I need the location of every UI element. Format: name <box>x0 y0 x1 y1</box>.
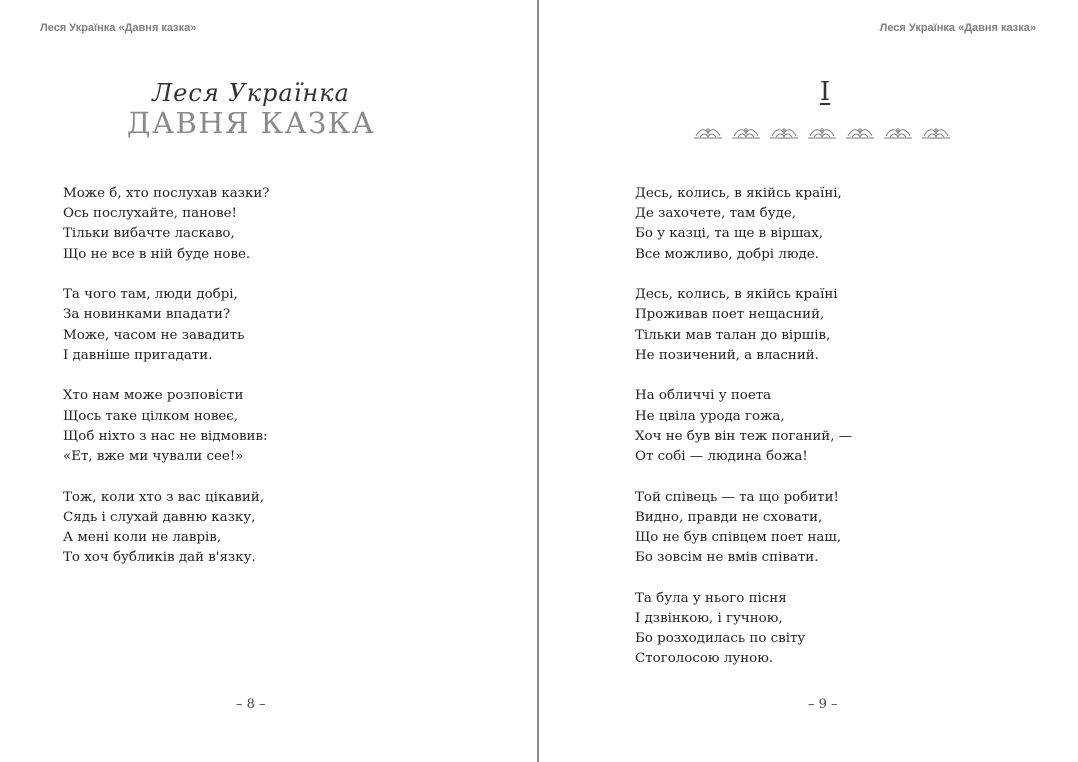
verse-line: Та чого там, люди добрі, <box>63 287 238 303</box>
verse-line: За новинками впадати? <box>63 307 231 323</box>
gutter-divider <box>537 0 539 762</box>
stanza <box>635 184 852 265</box>
book-title: ДАВНЯ КАЗКА <box>126 106 376 140</box>
stanza <box>63 386 269 467</box>
stanza <box>635 488 852 569</box>
verse-line: Може, часом не завадить <box>63 327 245 343</box>
stanza <box>635 285 852 366</box>
verse-line: Тільки вибачте ласкаво, <box>63 226 235 242</box>
verse-line: Не цвіла урода гожа, <box>635 408 785 424</box>
right-page <box>540 0 1078 762</box>
verse-line: І дзвінкою, і гучною, <box>635 611 783 627</box>
verse-line: Десь, колись, в якійсь країні, <box>635 186 842 201</box>
title-block <box>0 78 502 140</box>
verse-line: Тож, коли хто з вас цікавий, <box>63 489 264 505</box>
running-header-left: Леся Українка «Давня казка» <box>40 22 197 34</box>
stanza <box>635 386 852 467</box>
verse-line: Тільки мав талан до віршів, <box>635 327 831 343</box>
verse-line: Бо розходилась по світу <box>635 631 806 647</box>
verse-line: На обличчі у поета <box>635 388 772 404</box>
chapter-number: I <box>819 77 831 107</box>
author-name: Леся Українка <box>152 79 350 107</box>
floral-divider-icon <box>694 126 958 140</box>
verse-line: Сядь і слухай давню казку, <box>63 509 256 525</box>
running-header-right: Леся Українка «Давня казка» <box>879 22 1036 34</box>
verse-line: От собі — людина божа! <box>635 449 808 465</box>
stanza <box>63 488 269 569</box>
verse-line: Хто нам може розповісти <box>63 388 244 404</box>
verse-line: Проживав поет нещасний, <box>635 307 825 323</box>
verse-line: І давніше пригадати. <box>63 347 213 363</box>
page-number-left: – 8 – <box>236 697 266 712</box>
verse-line: Бо у казці, та ще в віршах, <box>635 226 824 242</box>
verse-line: Хоч не був він теж поганий, — <box>635 428 853 444</box>
verse-right <box>635 184 852 690</box>
verse-line: Щось таке цілком новеє, <box>63 408 239 424</box>
verse-line: Все можливо, добрі люде. <box>635 246 819 262</box>
verse-line: Що не все в ній буде нове. <box>63 246 251 262</box>
left-page <box>0 0 538 762</box>
verse-line: Що не був співцем поет наш, <box>635 530 842 546</box>
stanza <box>63 184 269 265</box>
verse-line: Ось послухайте, панове! <box>63 206 237 222</box>
verse-line: Десь, колись, в якійсь країні <box>635 287 838 303</box>
page-number-right: – 9 – <box>808 697 838 712</box>
verse-line: Бо зовсім не вмів співати. <box>635 550 819 566</box>
verse-line: «Ет, вже ми чували сее!» <box>63 449 244 465</box>
verse-line: Та була у нього пісня <box>635 590 787 606</box>
verse-line: То хоч бубликів дай в'язку. <box>63 550 256 566</box>
verse-line: Де захочете, там буде, <box>635 206 797 222</box>
verse-line: Стоголосою луною. <box>635 651 774 667</box>
verse-left <box>63 184 269 589</box>
stanza <box>635 589 852 670</box>
verse-line: Може б, хто послухав казки? <box>63 186 270 201</box>
verse-line: Видно, правди не сховати, <box>635 509 823 525</box>
verse-line: Не позичений, а власний. <box>635 347 819 363</box>
verse-line: А мені коли не лаврів, <box>63 530 222 546</box>
stanza <box>63 285 269 366</box>
verse-line: Щоб ніхто з нас не відмовив: <box>63 428 268 444</box>
verse-line: Той співець — та що робити! <box>635 489 839 505</box>
